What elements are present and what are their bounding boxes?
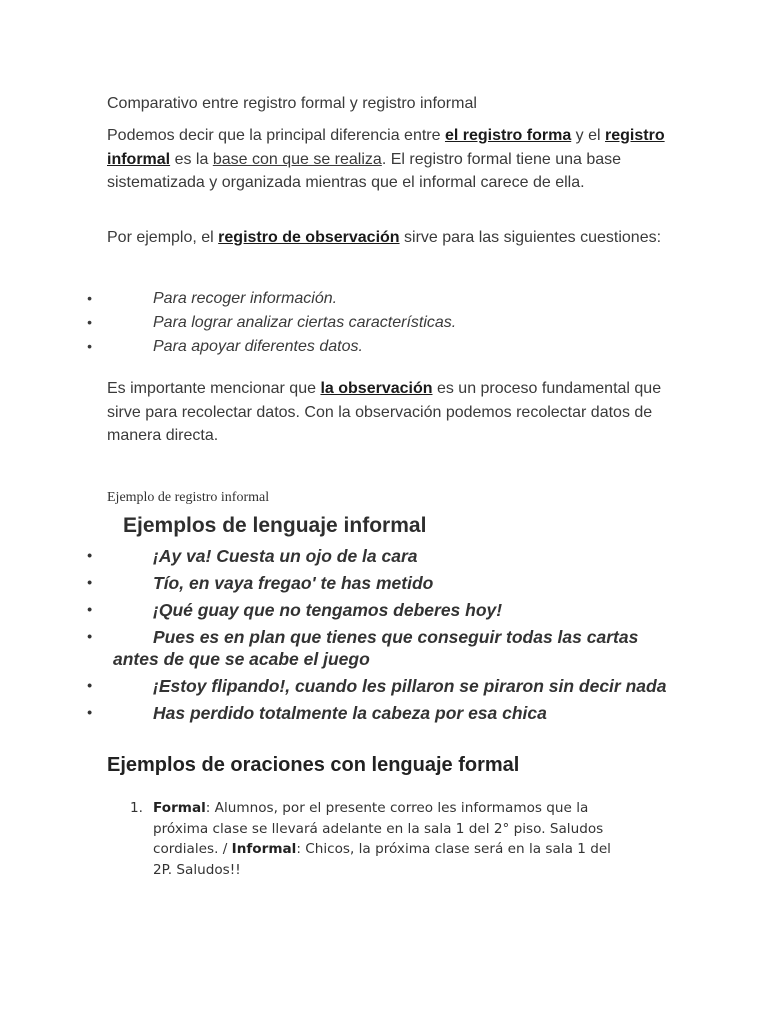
paragraph-example: Por ejemplo, el registro de observación sirve para las siguientes cuestiones: — [107, 229, 662, 246]
list-item: • ¡Ay va! Cuesta un ojo de la cara — [87, 546, 418, 566]
list-item: Formal: Alumnos, por el presente correo les informamos que la próxima clase se llevará adelante en la sala 1 del 2° piso. Saludos cordiales. / Informal: Chicos, la próxima clase será en la sala 1 del 2P. Saludos!! — [153, 800, 611, 878]
underlined-base: base con que se realiza — [212, 150, 382, 168]
bullet-icon: • — [87, 338, 92, 354]
bullet-icon: • — [87, 677, 92, 693]
paragraph-difference: Podemos decir que la principal diferencia entre el registro forma y el registro informal es la base con que se realiza. El registro formal tiene una base sistematizada y organizada mientras que el informal carece de ella. — [107, 127, 665, 191]
bullet-icon: • — [87, 628, 92, 644]
link-registro-informal[interactable]: registro informal — [107, 127, 665, 168]
list-item: • Tío, en vaya fregao' te has metido — [87, 573, 434, 593]
heading-informal-language: Ejemplos de lenguaje informal — [123, 514, 427, 537]
informal-examples-list — [0, 545, 700, 729]
list-item: • Para recoger información. — [87, 290, 338, 307]
bullet-icon: • — [87, 290, 92, 306]
bullet-icon: • — [87, 314, 92, 330]
list-item: • ¡Qué guay que no tengamos deberes hoy! — [87, 600, 503, 620]
list-item: • Pues es en plan que tienes que conseguir todas las cartas antes de que se acabe el juego — [87, 627, 639, 669]
bullet-icon: • — [87, 704, 92, 720]
list-number: 1. — [130, 800, 143, 816]
paragraph-observation: Es importante mencionar que la observación es un proceso fundamental que sirve para recolectar datos. Con la observación podemos recolectar datos de manera directa. — [107, 380, 662, 444]
list-item: • ¡Estoy flipando!, cuando les pillaron se piraron sin decir nada — [87, 676, 667, 696]
bullet-icon: • — [87, 601, 92, 617]
link-la-observacion[interactable]: la observación — [320, 380, 433, 397]
list-item: • Para apoyar diferentes datos. — [87, 338, 363, 355]
list-item: • Has perdido totalmente la cabeza por esa chica — [87, 703, 547, 723]
formal-examples-list — [130, 798, 630, 880]
list-item: • Para lograr analizar ciertas características. — [87, 314, 457, 331]
link-registro-observacion[interactable]: registro de observación — [218, 229, 400, 246]
uses-list — [0, 290, 700, 362]
bullet-icon: • — [87, 574, 92, 590]
caption-informal-example: Ejemplo de registro informal — [107, 490, 270, 505]
heading-formal-language: Ejemplos de oraciones con lenguaje formal — [107, 754, 520, 776]
bullet-icon: • — [87, 547, 92, 563]
document-title: Comparativo entre registro formal y registro informal — [107, 95, 477, 112]
link-registro-forma[interactable]: el registro forma — [444, 127, 572, 144]
